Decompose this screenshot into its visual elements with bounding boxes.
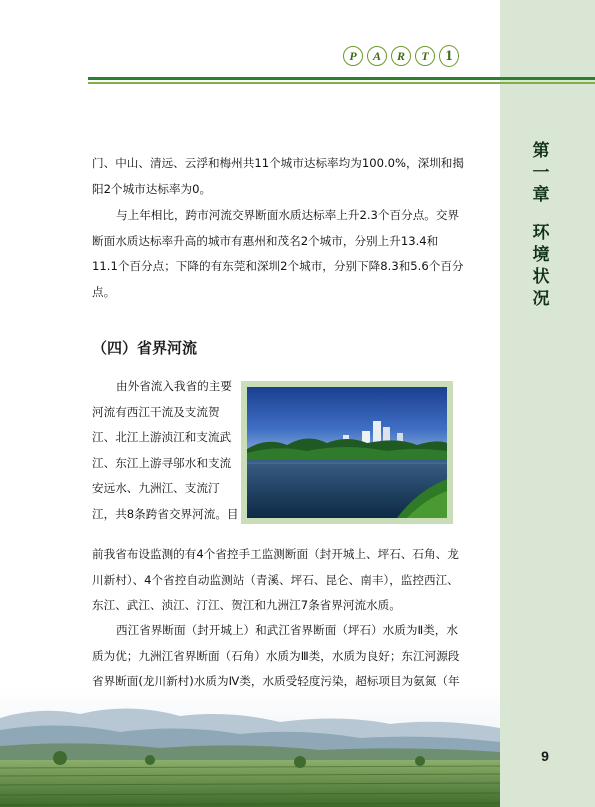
part-number: 1 xyxy=(439,45,459,67)
chapter-char: 第 xyxy=(532,141,550,161)
paragraph xyxy=(92,203,464,305)
part-letter: P xyxy=(343,46,363,66)
header-rule xyxy=(88,77,595,80)
paragraph-text: 与上年相比，跨市河流交界断面水质达标率上升2.3个百分点。交界断面水质达标率升高的城市有惠州和茂名2个城市，分别上升13.4和11.1个百分点；下降的有东莞和深圳2个城市，分别下降8.3和5.6个百分点。 xyxy=(92,208,464,299)
part-letter: R xyxy=(391,46,411,66)
part-label xyxy=(343,44,459,68)
page-number: 9 xyxy=(541,748,549,764)
part-letter: A xyxy=(367,46,387,66)
paragraph: 前我省布设监测的有4个省控手工监测断面（封开城上、坪石、石角、龙川新村）、4个省控自动监测站（青溪、坪石、昆仑、南丰），监控西江、东江、武江、浈江、汀江、贺江和九洲江7条省界河流水质。 xyxy=(92,547,459,612)
chapter-char: 一 xyxy=(532,163,550,183)
chapter-char: 章 xyxy=(532,185,550,205)
sidebar-panel xyxy=(500,0,595,807)
chapter-char: 环 xyxy=(532,223,550,243)
chapter-char: 况 xyxy=(532,289,550,309)
chapter-char: 状 xyxy=(532,267,550,287)
paragraph: 由外省流入我省的主要河流有西江干流及支流贺江、北江上游浈江和支流武江、东江上游寻邬水和支流安远水、九洲江、支流汀江，共8条跨省交界河流。目 xyxy=(92,379,239,521)
landscape-illustration xyxy=(0,688,500,807)
chapter-char: 境 xyxy=(532,245,550,265)
paragraph-text: 西江省界断面（封开城上）和武江省界断面（坪石）水质为Ⅱ类，水质为优；九洲江省界断面（石角）水质为Ⅲ类，水质为良好；东江河源段省界断面(龙川新村)水质为Ⅳ类，水质受轻度污染，超标项目为氨氮（年 xyxy=(92,623,460,688)
river-photo-image xyxy=(247,387,447,518)
chapter-gap xyxy=(528,206,554,222)
chapter-title xyxy=(528,140,554,310)
section-title: （四）省界河流 xyxy=(92,339,198,357)
part-letter: T xyxy=(415,46,435,66)
river-photo xyxy=(241,381,453,524)
header-rule-thin xyxy=(88,82,595,84)
paragraph: 门、中山、清远、云浮和梅州共11个城市达标率均为100.0%，深圳和揭阳2个城市达标率为0。 xyxy=(92,156,464,196)
